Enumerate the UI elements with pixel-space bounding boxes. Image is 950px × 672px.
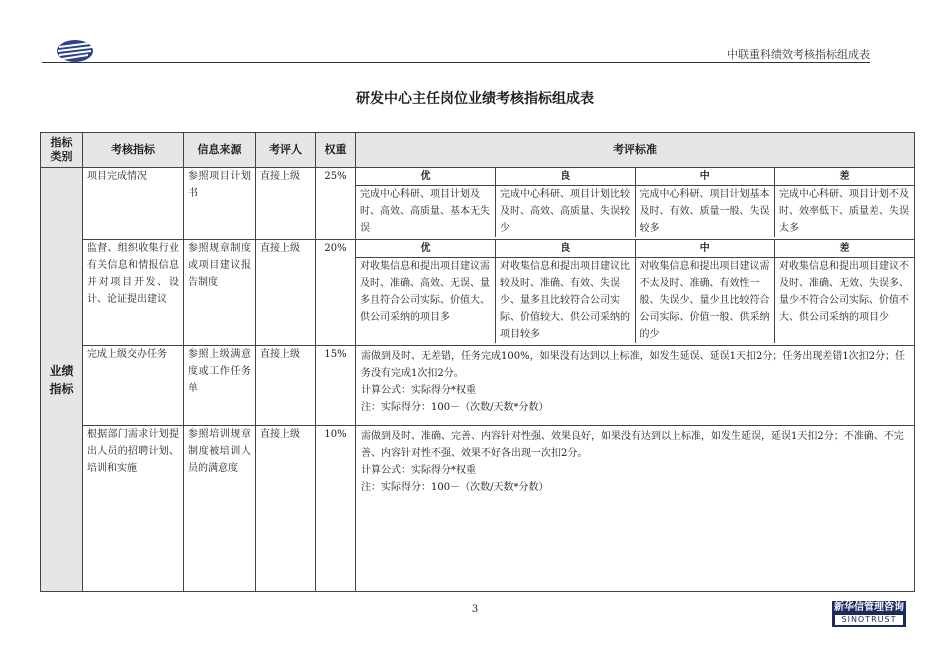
indicator-cell: 完成上级交办任务 <box>83 346 184 426</box>
weight-cell: 10% <box>316 426 356 592</box>
standard-cell <box>356 426 915 592</box>
grade-label: 良 <box>496 168 636 186</box>
grade-standard: 对收集信息和提出项目建议需及时、准确、高效、无误、量多且符合公司实际、价值大、供公司采纳的项目多 <box>356 258 496 344</box>
col-header-category: 指标类别 <box>41 133 83 168</box>
table-row <box>41 168 915 240</box>
standard-note: 注：实际得分：100－（次数/天数*分数） <box>361 482 549 493</box>
weight-cell: 15% <box>316 346 356 426</box>
source-cell: 参照上级满意度或工作任务单 <box>184 346 256 426</box>
grade-standard: 完成中心科研、项目计划基本及时、有效、质量一般、失误较多 <box>635 186 775 238</box>
evaluator-cell: 直接上级 <box>256 346 316 426</box>
table-row <box>41 240 915 346</box>
standard-cell <box>356 168 915 240</box>
standard-cell <box>356 240 915 346</box>
grade-label: 差 <box>775 168 915 186</box>
evaluator-cell: 直接上级 <box>256 426 316 592</box>
grade-standard: 完成中心科研、项目计划不及时、效率低下、质量差、失误太多 <box>779 189 909 234</box>
col-header-source: 信息来源 <box>184 133 256 168</box>
evaluator-cell: 直接上级 <box>256 240 316 346</box>
grade-label: 中 <box>635 240 775 258</box>
kpi-table <box>40 132 915 592</box>
grade-standard: 对收集信息和提出项目建议不及时、准确、无效、失误多、量少不符合公司实际、价值不大、供公司采纳的项目少 <box>779 261 909 323</box>
grade-label: 优 <box>356 240 496 258</box>
standard-cell <box>356 346 915 426</box>
col-header-evaluator: 考评人 <box>256 133 316 168</box>
standard-note: 注：实际得分：100－（次数/天数*分数） <box>361 402 549 413</box>
indicator-cell: 根据部门需求计划提出人员的招聘计划、培训和实施 <box>83 426 184 592</box>
col-header-standard: 考评标准 <box>356 133 915 168</box>
brand-logo <box>832 601 906 627</box>
weight-cell: 25% <box>316 168 356 240</box>
source-cell: 参照培训规章制度被培训人员的满意度 <box>184 426 256 592</box>
indicator-cell: 监督、组织收集行业有关信息和情报信息并对项目开发、设计、论证提出建议 <box>83 240 184 346</box>
standard-requirement: 需做到及时、无差错，任务完成100%，如果没有达到以上标准，如发生延误、延误1天扣2分；任务出现差错1次扣2分；任务没有完成1次扣2分。 <box>361 351 906 379</box>
grade-standard: 完成中心科研、项目计划及时、高效、高质量、基本无失误 <box>356 186 496 238</box>
col-header-indicator: 考核指标 <box>83 133 184 168</box>
company-logo <box>55 38 95 64</box>
header-divider <box>42 62 870 63</box>
col-header-weight: 权重 <box>316 133 356 168</box>
document-title: 研发中心主任岗位业绩考核指标组成表 <box>356 91 594 107</box>
standard-formula: 计算公式：实际得分*权重 <box>361 465 476 476</box>
table-row <box>41 426 915 592</box>
source-cell: 参照规章制度或项目建议报告制度 <box>184 240 256 346</box>
grade-label: 中 <box>635 168 775 186</box>
brand-name-en: SINOTRUST <box>835 615 903 625</box>
weight-cell: 20% <box>316 240 356 346</box>
table-header-row <box>41 133 915 168</box>
header-title: 中联重科绩效考核指标组成表 <box>727 48 870 61</box>
grade-standard: 对收集信息和提出项目建议需不太及时、准确、有效性一般、失误少、量少且比较符合公司实际、价值一般、供采纳的少 <box>635 258 775 344</box>
grade-standard: 对收集信息和提出项目建议比较及时、准确、有效、失误少、量多且比较符合公司实际、价值较大、供公司采纳的项目较多 <box>496 258 636 344</box>
source-cell: 参照项目计划书 <box>184 168 256 240</box>
grade-standard: 完成中心科研、项目计划比较及时、高效、高质量、失误较少 <box>496 186 636 238</box>
brand-name-cn: 新华信管理咨询 <box>834 602 904 613</box>
grade-label: 良 <box>496 240 636 258</box>
grade-label: 优 <box>356 168 496 186</box>
grade-table <box>356 168 914 237</box>
category-label: 业绩指标 <box>49 363 74 396</box>
evaluator-cell: 直接上级 <box>256 168 316 240</box>
grade-table <box>356 240 914 343</box>
standard-formula: 计算公式：实际得分*权重 <box>361 385 476 396</box>
standard-requirement: 需做到及时、准确、完善、内容针对性强、效果良好，如果没有达到以上标准，如发生延误，延误1天扣2分；不准确、不完善、内容针对性不强、效果不好各出现一次扣2分。 <box>361 431 904 459</box>
page-number: 3 <box>471 604 479 615</box>
category-cell <box>41 168 83 592</box>
grade-label: 差 <box>775 240 915 258</box>
table-row <box>41 346 915 426</box>
indicator-cell: 项目完成情况 <box>83 168 184 240</box>
